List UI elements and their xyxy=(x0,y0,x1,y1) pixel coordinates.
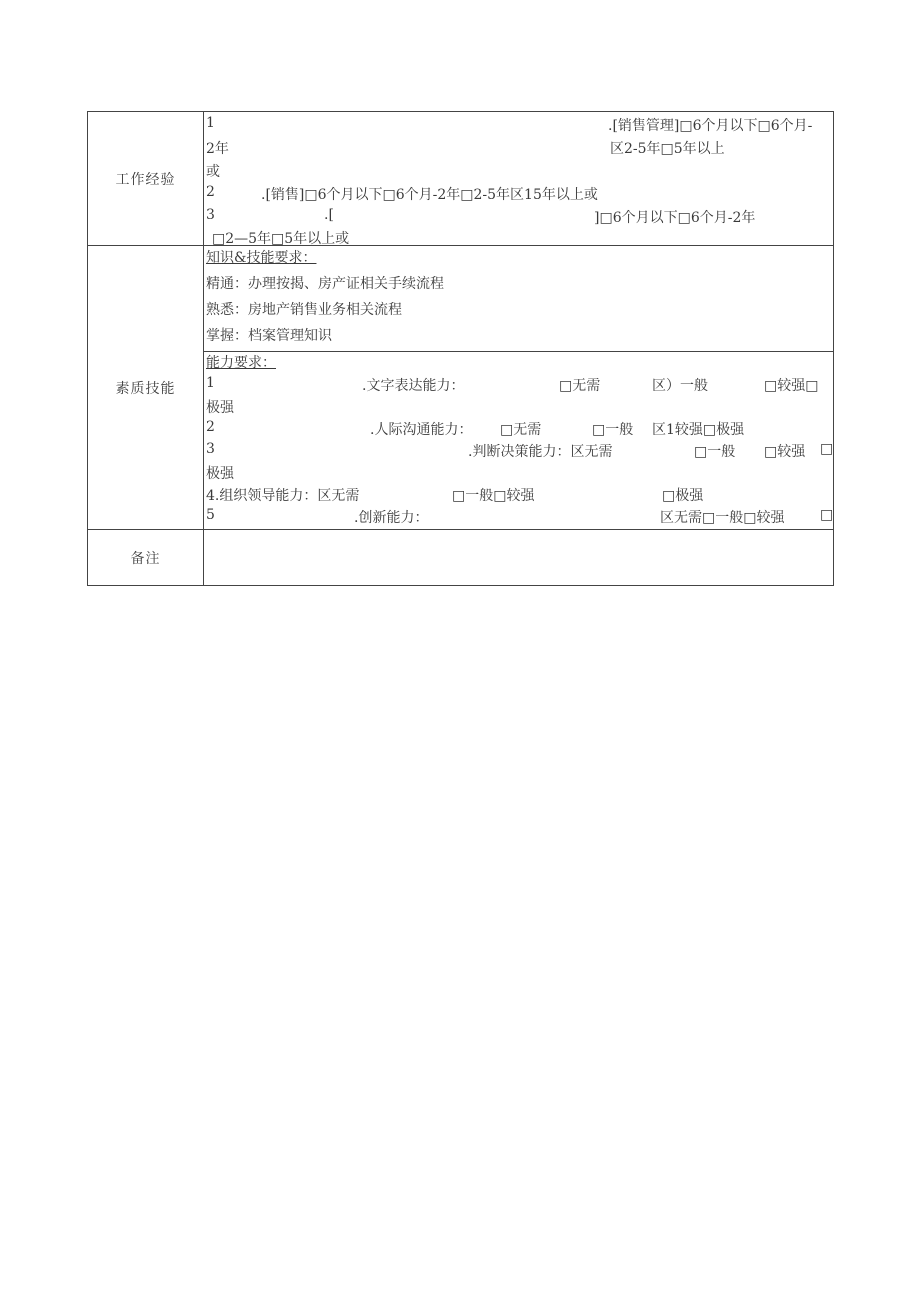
experience-line-2-left: 2年 xyxy=(206,141,229,157)
experience-line-1-text: .[销售管理]□6个月以下□6个月- xyxy=(608,118,813,134)
ability-innovation xyxy=(206,506,833,528)
ability-3-option-strong: □较强 xyxy=(764,444,806,460)
experience-line-1-number: 1 xyxy=(206,115,215,131)
experience-line-5-number: 3 xyxy=(206,207,215,223)
job-spec-table xyxy=(87,111,834,586)
ability-3-option-very-strong: 极强 xyxy=(206,466,234,482)
ability-4-name: 4.组织领导能力：区无需 xyxy=(206,488,360,504)
knowledge-title: 知识&技能要求： xyxy=(206,250,317,266)
quality-skills-label: 素质技能 xyxy=(88,246,204,529)
ability-judgment xyxy=(206,440,833,462)
ability-title: 能力要求： xyxy=(206,355,276,371)
ability-title-line xyxy=(206,352,833,374)
experience-line-5-right: ]□6个月以下□6个月-2年 xyxy=(594,210,756,226)
ability-3-continuation xyxy=(206,462,833,484)
remarks-row xyxy=(88,529,833,585)
work-experience-content xyxy=(204,112,833,245)
knowledge-item-2 xyxy=(206,294,833,317)
ability-5-number: 5 xyxy=(206,507,215,523)
experience-line-4-number: 2 xyxy=(206,184,215,200)
quality-skills-row xyxy=(88,245,833,529)
ability-2-option-strong: 区1较强□极强 xyxy=(652,422,745,438)
knowledge-item-1 xyxy=(206,271,833,294)
ability-5-option-box: □ xyxy=(820,507,834,523)
knowledge-item-3 xyxy=(206,317,833,344)
ability-2-name: .人际沟通能力： xyxy=(370,422,473,438)
knowledge-block xyxy=(204,246,833,351)
ability-1-option-normal: 区）一般 xyxy=(652,378,708,394)
ability-2-option-normal: □一般 xyxy=(592,422,634,438)
work-experience-row xyxy=(88,112,833,245)
ability-1-number: 1 xyxy=(206,375,215,391)
ability-block xyxy=(204,351,833,528)
ability-leadership xyxy=(206,484,833,506)
experience-line-2 xyxy=(206,137,833,160)
experience-line-6-text: □2—5年□5年以上或 xyxy=(212,231,350,245)
experience-line-6 xyxy=(206,229,833,245)
ability-3-option-box: □ xyxy=(820,441,834,457)
ability-3-name: .判断决策能力：区无需 xyxy=(468,444,613,460)
experience-line-5 xyxy=(206,206,833,229)
knowledge-proficient: 精通：办理按揭、房产证相关手续流程 xyxy=(206,276,444,292)
experience-or-text: 或 xyxy=(206,164,220,180)
ability-2-number: 2 xyxy=(206,419,215,435)
experience-line-4 xyxy=(206,183,833,206)
ability-1-continuation xyxy=(206,396,833,418)
remarks-label: 备注 xyxy=(88,530,204,585)
ability-2-option-none: □无需 xyxy=(500,422,542,438)
knowledge-master: 掌握：档案管理知识 xyxy=(206,328,332,344)
experience-line-2-right: 区2-5年□5年以上 xyxy=(610,141,725,157)
experience-line-5-bracket: .[ xyxy=(324,207,334,223)
ability-interpersonal xyxy=(206,418,833,440)
ability-1-option-strong: □较强□ xyxy=(764,378,819,394)
remarks-content[interactable] xyxy=(204,530,833,585)
ability-written-expression xyxy=(206,374,833,396)
knowledge-title-line xyxy=(206,248,833,271)
ability-1-name: .文字表达能力： xyxy=(362,378,465,394)
quality-skills-content xyxy=(204,246,833,529)
experience-line-1 xyxy=(206,114,833,137)
ability-3-option-normal: □一般 xyxy=(694,444,736,460)
ability-5-name: .创新能力： xyxy=(354,510,429,526)
ability-5-options: 区无需□一般□较强 xyxy=(660,510,785,526)
ability-4-options: □一般□较强 xyxy=(452,488,535,504)
ability-4-option-very-strong: □极强 xyxy=(662,488,704,504)
experience-line-3 xyxy=(206,160,833,183)
ability-3-number: 3 xyxy=(206,441,215,457)
work-experience-label: 工作经验 xyxy=(88,112,204,245)
ability-1-option-none: □无需 xyxy=(559,378,601,394)
experience-line-4-text: .[销售]□6个月以下□6个月-2年□2-5年区15年以上或 xyxy=(261,187,598,203)
ability-1-option-very-strong: 极强 xyxy=(206,400,234,416)
knowledge-familiar: 熟悉：房地产销售业务相关流程 xyxy=(206,302,402,318)
